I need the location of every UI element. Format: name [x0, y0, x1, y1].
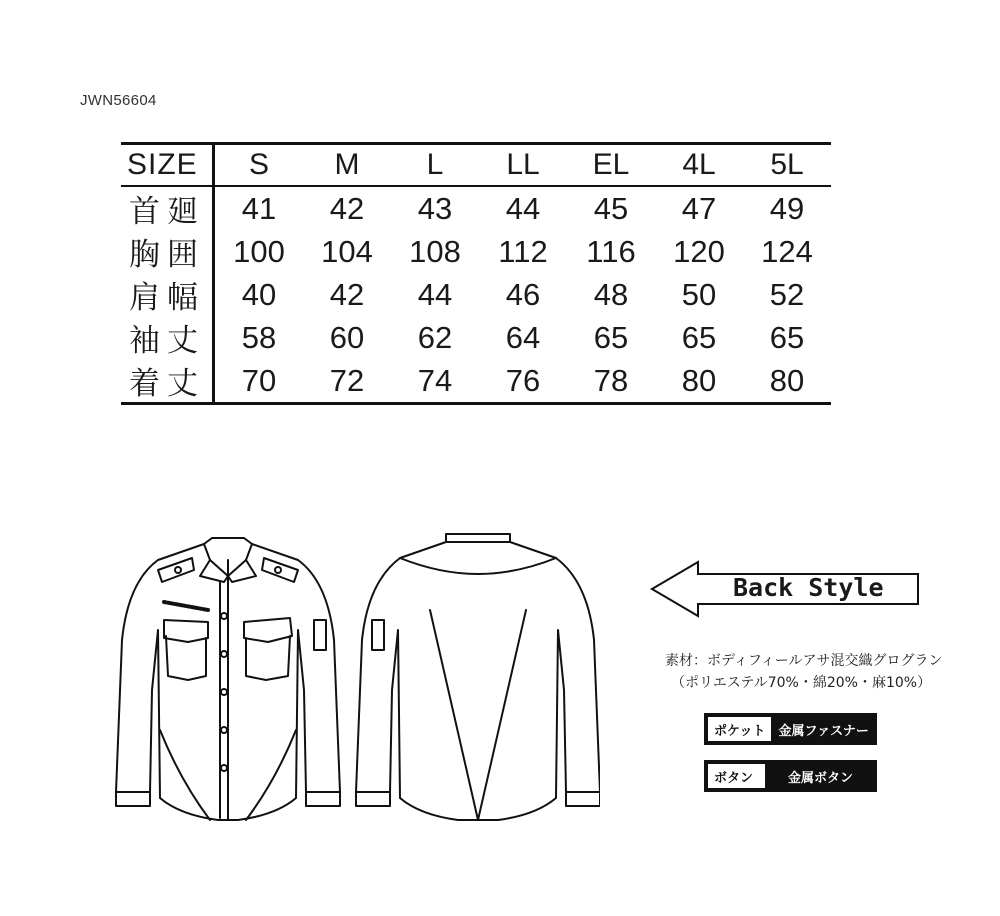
table-cell: 100: [233, 233, 285, 269]
table-cell: 116: [586, 233, 636, 269]
table-cell: 76: [505, 362, 541, 398]
table-cell: 78: [593, 362, 629, 398]
size-name: EL: [592, 148, 630, 181]
row-label-char: 丈: [167, 366, 198, 402]
row-label: [121, 273, 215, 316]
table-cell: 45: [593, 190, 629, 226]
spec-value: 金属ファスナー: [778, 723, 869, 739]
row-label-char: 首: [129, 194, 160, 230]
row-label-char: 廻: [167, 194, 198, 230]
row-label: [121, 187, 215, 230]
material-text: [665, 650, 942, 694]
size-name: 5L: [770, 148, 804, 181]
table-row-sleeve: [121, 316, 831, 359]
table-cell: 74: [417, 362, 453, 398]
table-cell: 49: [769, 190, 805, 226]
row-label-char: 着: [129, 366, 160, 402]
table-cell: 41: [241, 190, 277, 226]
product-code: JWN56604: [80, 92, 157, 109]
table-cell: 124: [761, 233, 813, 269]
row-label: [121, 359, 215, 402]
table-cell: 120: [673, 233, 725, 269]
size-name: L: [426, 148, 444, 181]
table-cell: 65: [769, 319, 805, 355]
shirt-front-drawing: [116, 538, 340, 820]
row-label-char: 幅: [167, 280, 198, 316]
table-cell: 65: [681, 319, 717, 355]
table-row-length: [121, 359, 831, 402]
material-line-1: 素材：ボディフィールアサ混交織グログラン: [665, 653, 943, 669]
table-cell: 44: [505, 190, 541, 226]
table-cell: 46: [505, 276, 541, 312]
table-cell: 65: [593, 319, 629, 355]
table-cell: 58: [241, 319, 277, 355]
material-line-2: （ポリエステル70%・綿20%・麻10%）: [671, 675, 932, 691]
shirt-back-drawing: [356, 534, 600, 820]
shirt-drawings: [100, 530, 600, 830]
table-cell: 80: [769, 362, 805, 398]
size-table: [121, 142, 831, 405]
row-label-char: 胸: [129, 237, 160, 273]
row-label-char: 囲: [167, 237, 198, 273]
table-cell: 104: [321, 233, 373, 269]
shirt-front-buttons: [221, 613, 227, 771]
size-name: M: [334, 148, 360, 181]
back-style-label: Back Style: [733, 573, 884, 602]
table-cell: 48: [593, 276, 629, 312]
table-cell: 64: [505, 319, 541, 355]
row-label: [121, 230, 215, 273]
table-cell: 42: [329, 190, 365, 226]
table-cell: 50: [681, 276, 717, 312]
table-cell: 72: [329, 362, 365, 398]
table-row-shoulder: [121, 273, 831, 316]
spec-badge-pocket: [704, 713, 877, 745]
table-cell: 44: [417, 276, 453, 312]
table-cell: 47: [681, 190, 717, 226]
table-cell: 43: [417, 190, 453, 226]
size-name: 4L: [682, 148, 716, 181]
size-header-label: SIZE: [121, 145, 215, 185]
table-cell: 108: [409, 233, 461, 269]
table-cell: 60: [329, 319, 365, 355]
table-row-chest: [121, 230, 831, 273]
table-cell: 80: [681, 362, 717, 398]
table-cell: 42: [329, 276, 365, 312]
table-cell: 112: [498, 233, 548, 269]
size-name: S: [248, 148, 269, 181]
spec-key: ボタン: [708, 764, 765, 788]
size-name: LL: [506, 148, 540, 181]
table-cell: 40: [241, 276, 277, 312]
row-label-char: 袖: [129, 323, 160, 359]
spec-key: ポケット: [708, 717, 771, 741]
table-cell: 62: [417, 319, 453, 355]
table-row-neck: [121, 187, 831, 230]
row-label-char: 肩: [129, 280, 160, 316]
size-header-row: [121, 145, 831, 187]
row-label-char: 丈: [167, 323, 198, 359]
table-cell: 70: [241, 362, 277, 398]
row-label: [121, 316, 215, 359]
spec-value: 金属ボタン: [788, 770, 854, 786]
spec-badge-button: [704, 760, 877, 792]
table-cell: 52: [769, 276, 805, 312]
